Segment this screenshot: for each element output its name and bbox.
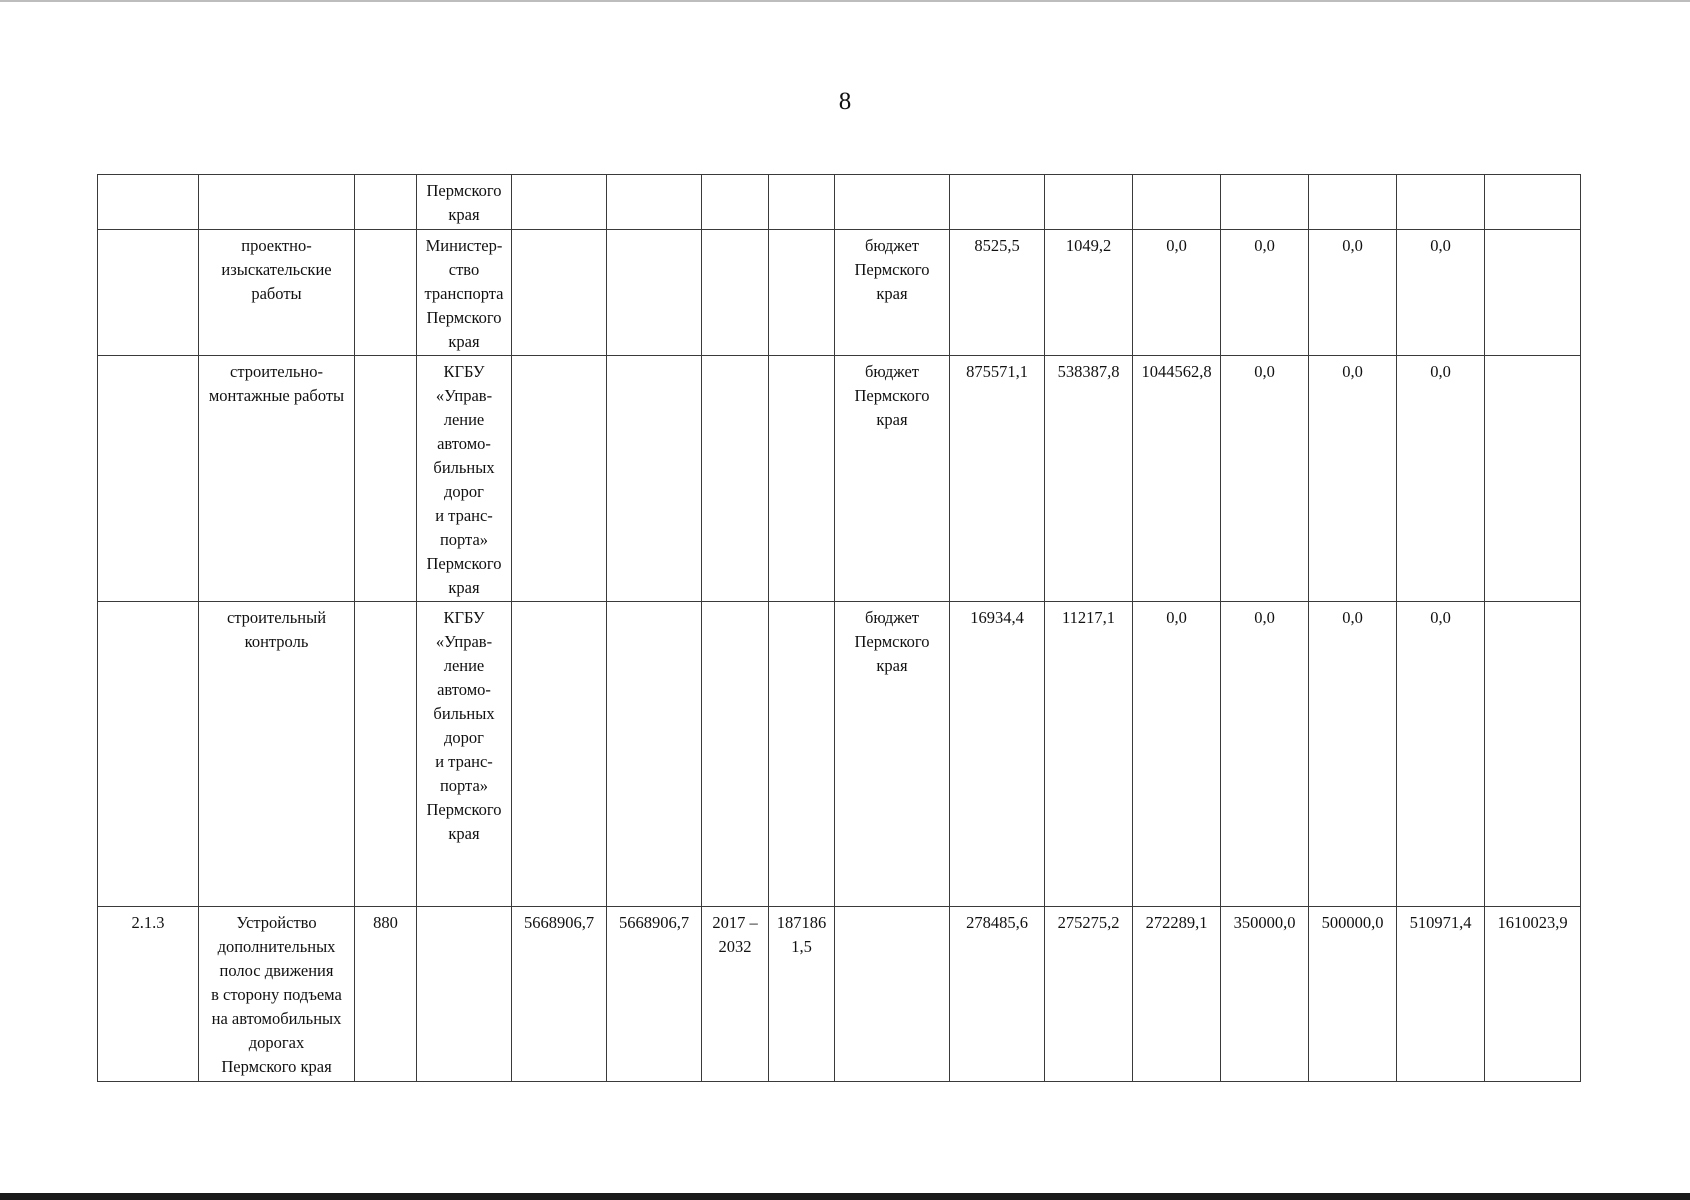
cell-value: 0,0 — [1397, 230, 1485, 356]
cell-value — [1485, 230, 1581, 356]
cell-funding-source: бюджет Пермского края — [835, 230, 950, 356]
cell-funding-source: бюджет Пермского края — [835, 602, 950, 907]
cell — [702, 602, 769, 907]
cell-value: 500000,0 — [1309, 907, 1397, 1082]
cell-funding-source: бюджет Пермского края — [835, 356, 950, 602]
cell-code: 880 — [355, 907, 417, 1082]
cell — [607, 230, 702, 356]
cell — [512, 356, 607, 602]
cell-value: 16934,4 — [950, 602, 1045, 907]
cell-value — [1485, 356, 1581, 602]
cell-value: 0,0 — [1133, 602, 1221, 907]
cell — [1133, 175, 1221, 230]
cell — [769, 230, 835, 356]
cell-value: 0,0 — [1221, 230, 1309, 356]
cell-value: 0,0 — [1397, 602, 1485, 907]
cell — [607, 602, 702, 907]
cell-work-name: Устройство дополнительных полос движения в сторону подъема на автомобильных дорогах Пермского края — [199, 907, 355, 1082]
cell-executor: Министер- ство транспорта Пермского края — [417, 230, 512, 356]
cell — [355, 602, 417, 907]
cell-value: 1044562,8 — [1133, 356, 1221, 602]
cell — [98, 356, 199, 602]
page-number: 8 — [838, 88, 852, 115]
cell — [1221, 175, 1309, 230]
cell-work-name: проектно- изыскательские работы — [199, 230, 355, 356]
cell-executor: КГБУ «Управ- ление автомо- бильных дорог и транс- порта» Пермского края — [417, 356, 512, 602]
cell-value: 11217,1 — [1045, 602, 1133, 907]
cell-value: 8525,5 — [950, 230, 1045, 356]
cell — [702, 356, 769, 602]
cell-work-name: строительно- монтажные работы — [199, 356, 355, 602]
cell — [417, 907, 512, 1082]
cell — [199, 175, 355, 230]
cell-value: 5668906,7 — [607, 907, 702, 1082]
cell-value — [1485, 602, 1581, 907]
cell — [769, 175, 835, 230]
cell — [355, 356, 417, 602]
cell-value: 1049,2 — [1045, 230, 1133, 356]
cell — [355, 175, 417, 230]
cell-value: 0,0 — [1221, 602, 1309, 907]
cell-executor: КГБУ «Управ- ление автомо- бильных дорог и транс- порта» Пермского края — [417, 602, 512, 907]
table-row-continuation — [98, 175, 1581, 230]
cell — [835, 907, 950, 1082]
cell-value: 0,0 — [1309, 602, 1397, 907]
cell-period: 2017 – 2032 — [702, 907, 769, 1082]
cell-executor: Пермского края — [417, 175, 512, 230]
cell — [512, 602, 607, 907]
cell — [835, 175, 950, 230]
cell — [512, 230, 607, 356]
table-row-pir — [98, 230, 1581, 356]
budget-table — [97, 174, 1581, 1082]
cell-value: 875571,1 — [950, 356, 1045, 602]
cell-value: 350000,0 — [1221, 907, 1309, 1082]
table-row-item-2-1-3 — [98, 907, 1581, 1082]
scan-edge-bottom — [0, 1193, 1690, 1200]
cell — [1045, 175, 1133, 230]
cell-value: 0,0 — [1309, 356, 1397, 602]
cell — [702, 230, 769, 356]
cell-value: 0,0 — [1133, 230, 1221, 356]
cell — [1309, 175, 1397, 230]
cell-value: 5668906,7 — [512, 907, 607, 1082]
cell — [1485, 175, 1581, 230]
cell-value: 272289,1 — [1133, 907, 1221, 1082]
cell-value: 0,0 — [1397, 356, 1485, 602]
cell — [607, 356, 702, 602]
cell — [769, 356, 835, 602]
cell — [98, 230, 199, 356]
cell-value: 0,0 — [1309, 230, 1397, 356]
cell — [98, 602, 199, 907]
cell — [950, 175, 1045, 230]
scan-edge-top — [0, 0, 1690, 2]
cell-item-number: 2.1.3 — [98, 907, 199, 1082]
cell-value: 187186 1,5 — [769, 907, 835, 1082]
cell-value: 278485,6 — [950, 907, 1045, 1082]
cell — [512, 175, 607, 230]
cell-value: 538387,8 — [1045, 356, 1133, 602]
cell — [702, 175, 769, 230]
cell-value: 1610023,9 — [1485, 907, 1581, 1082]
cell — [98, 175, 199, 230]
cell — [355, 230, 417, 356]
cell-value: 275275,2 — [1045, 907, 1133, 1082]
cell-work-name: строительный контроль — [199, 602, 355, 907]
cell — [607, 175, 702, 230]
table-row-smr — [98, 356, 1581, 602]
table-row-control — [98, 602, 1581, 907]
cell — [1397, 175, 1485, 230]
cell-value: 0,0 — [1221, 356, 1309, 602]
cell-value: 510971,4 — [1397, 907, 1485, 1082]
cell — [769, 602, 835, 907]
